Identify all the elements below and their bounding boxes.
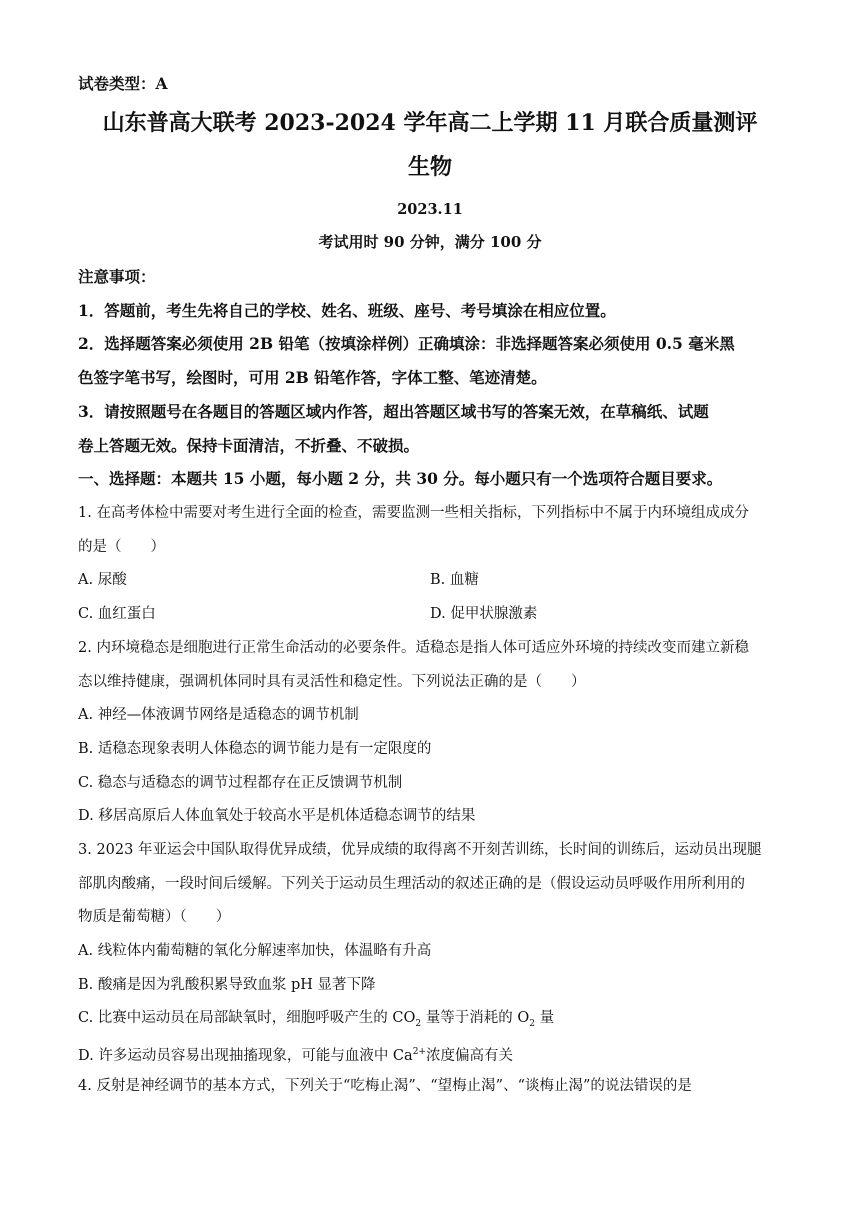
q3-option-d-text: D. 许多运动员容易出现抽搐现象，可能与血液中 Ca: [78, 1047, 413, 1064]
q1-option-d: D. 促甲状腺激素: [430, 606, 538, 622]
q4-stem-line-1: 4. 反射是神经调节的基本方式，下列关于“吃梅止渴”、“望梅止渴”、“谈梅止渴”的说法错误的是: [78, 1078, 692, 1094]
notes-item-3-line-2: 卷上答题无效。保持卡面清洁，不折叠、不破损。: [78, 436, 420, 455]
notes-item-2-line-1: 2．选择题答案必须使用 2B 铅笔（按填涂样例）正确填涂：非选择题答案必须使用 0.5 毫米黑: [78, 334, 735, 353]
notes-heading: 注意事项：: [78, 267, 156, 286]
exam-date: 2023.11: [397, 201, 463, 218]
notes-item-1: 1．答题前，考生先将自己的学校、姓名、班级、座号、考号填涂在相应位置。: [78, 301, 616, 320]
subject-title: 生物: [407, 154, 452, 180]
notes-item-3-line-1: 3．请按照题号在各题目的答题区域内作答，超出答题区域书写的答案无效，在草稿纸、试题: [78, 402, 709, 421]
q2-option-a: A. 神经—体液调节网络是适稳态的调节机制: [78, 707, 359, 723]
ca-superscript: 2+: [412, 1047, 426, 1057]
q1-stem-line-1: 1. 在高考体检中需要对考生进行全面的检查，需要监测一些相关指标，下列指标中不属于内环境组成成分: [78, 505, 749, 521]
q3-option-b: B. 酸痛是因为乳酸积累导致血浆 pH 显著下降: [78, 977, 376, 993]
q2-option-d: D. 移居高原后人体血氧处于较高水平是机体适稳态调节的结果: [78, 808, 476, 824]
q3-stem-line-3: 物质是葡萄糖）（ ）: [78, 909, 231, 925]
q3-option-d: [78, 1042, 513, 1066]
q3-option-c-mid: 量等于消耗的 O: [421, 1010, 530, 1026]
q3-option-c-end: 量: [534, 1010, 555, 1026]
q3-stem-line-1: 3. 2023 年亚运会中国队取得优异成绩，优异成绩的取得离不开刻苦训练，长时间的训练后，运动员出现腿: [78, 842, 762, 858]
q3-option-c-text: C. 比赛中运动员在局部缺氧时，细胞呼吸产生的 CO: [78, 1010, 416, 1026]
q3-option-a: A. 线粒体内葡萄糖的氧化分解速率加快，体温略有升高: [78, 943, 432, 959]
q3-option-d-end: 浓度偏高有关: [425, 1047, 513, 1064]
notes-item-2-line-2: 色签字笔书写，绘图时，可用 2B 铅笔作答，字体工整、笔迹清楚。: [78, 368, 547, 387]
section-1-heading: 一、选择题：本题共 15 小题，每小题 2 分，共 30 分。每小题只有一个选项符合题目要求。: [78, 469, 723, 488]
q3-option-c: [78, 1008, 554, 1034]
q3-stem-line-2: 部肌肉酸痛，一段时间后缓解。下列关于运动员生理活动的叙述正确的是（假设运动员呼吸作用所利用的: [78, 876, 745, 892]
q2-option-c: C. 稳态与适稳态的调节过程都存在正反馈调节机制: [78, 775, 403, 791]
paper-type: 试卷类型：A: [78, 74, 168, 93]
q1-option-c: C. 血红蛋白: [78, 606, 156, 622]
q2-stem-line-2: 态以维持健康，强调机体同时具有灵活性和稳定性。下列说法正确的是（ ）: [78, 674, 586, 690]
exam-info: 考试用时 90 分钟，满分 100 分: [318, 233, 542, 251]
q1-option-a: A. 尿酸: [78, 572, 127, 588]
q1-stem-line-2: 的是（ ）: [78, 539, 165, 555]
q1-option-b: B. 血糖: [430, 572, 479, 588]
o2-subscript: 2: [529, 1018, 535, 1029]
co2-subscript: 2: [415, 1018, 422, 1029]
q2-option-b: B. 适稳态现象表明人体稳态的调节能力是有一定限度的: [78, 741, 432, 757]
q2-stem-line-1: 2. 内环境稳态是细胞进行正常生命活动的必要条件。适稳态是指人体可适应外环境的持续改变而建立新稳: [78, 640, 749, 656]
exam-title: 山东普高大联考 2023-2024 学年高二上学期 11 月联合质量测评: [102, 110, 758, 136]
